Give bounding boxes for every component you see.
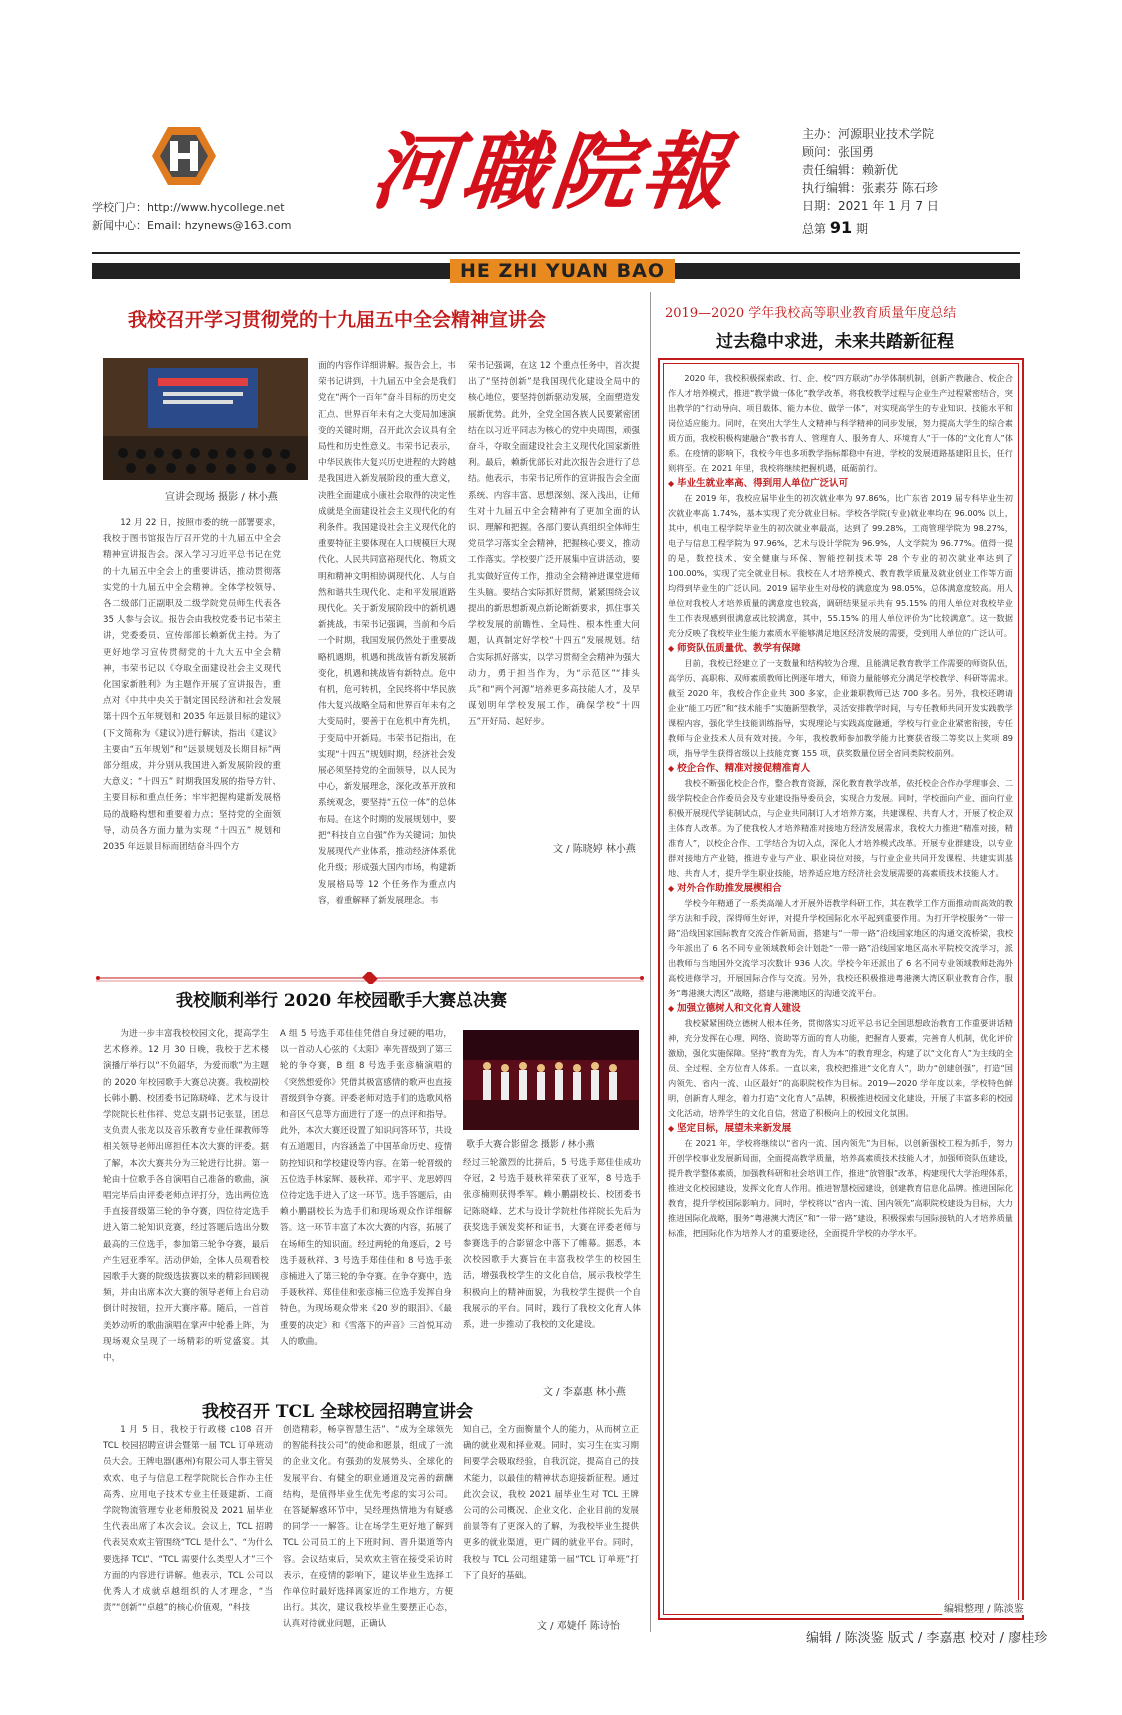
info-line: 责任编辑：赖新优 [802, 163, 899, 177]
article3-col2: 创造精彩，畅享智慧生活”、“成为全球领先的智能科技公司”的使命和愿景，组成了一流的企业文化。有强劲的发展势头、全球化的发展平台、有健全的职业通道及完善的薪酬结构，是值得毕业生优先考虑的实习公司。在答疑解惑环节中，吴经理热情地为有疑惑的同学一一解答。让在场学生更好地了解到 TCL 公司员工的上下班时间、晋升渠道等内容。会议结束后，吴欢欢主管在接受采访时表示，在疫情的影响下，建议毕业生选择工作单位时最好选择离家近的工作地方，方便出行。其次，建议我校毕业生要摆正心态，认真对待就业问题，正确认 [283, 1425, 453, 1630]
article2-caption: 歌手大赛合影留念 摄影 / 林小燕 [466, 1140, 595, 1150]
article3-col1: 1 月 5 日，我校于行政楼 c108 召开 TCL 校园招聘宣讲会暨第一届 TCL 订单班动员大会。王牌电器(惠州)有限公司人事主管吴欢欢、电子与信息工程学院院长合作办主任高秀、应用电子技术专业主任聂建新、工商学院物流管理专业老师殷锐及 2021 届毕业生代表出席了本次会议。会议上，TCL 招聘代表吴欢欢主管围绕“TCL 是什么”、“为什么要选择 TCL”、“TCL 需要什么类型人才”三个方面的内容进行讲解。他表示，TCL 公司以优秀人才成就卓越组织的人才理念，“当责”“创新”“卓越”的核心价值观，“科技 [103, 1425, 273, 1614]
pinyin-title: HE ZHI YUAN BAO [450, 259, 675, 283]
article1-photo [103, 358, 308, 480]
issue-number: 总第 91 期 [802, 218, 868, 237]
school-logo [152, 127, 216, 185]
ornament-divider [96, 969, 644, 981]
article1-byline: 文 / 陈晓婷 林小燕 [553, 844, 636, 855]
section-heading: ◆ 师资队伍质量优、教学有保障 [668, 641, 1013, 656]
masthead-divider-top [92, 252, 1020, 254]
pinyin-bar [92, 260, 1020, 282]
info-line: 顾问：张国勇 [802, 145, 875, 159]
article3-byline: 文 / 邓婕仟 陈诗怡 [537, 1621, 620, 1632]
section-heading: ◆ 对外合作助推发展楔相合 [668, 881, 1013, 896]
article2-col1: 为进一步丰富我校校园文化，提高学生艺术修养。12 月 30 日晚，我校于艺术楼演播厅举行以“不负韶华，为爱而歌”为主题的 2020 年校园歌手大赛总决赛。我校副校长韩小鹏、校团委书记陈晓峰、艺术与设计学院院长杜伟祥、党总支副书记张显，团总支负责人张龙以及音乐教育专业任课教师等相关领导老师出席担任本次大赛的评委。据了解，本次大赛共分为三轮进行比拼。第一轮由十位歌手各自演唱自己准备的歌曲，演唱完毕后由评委老师点评打分，选出两位选手直接晋级第三轮的争夺赛，四位待定选手进入第二轮知识竞赛，经过答题后选出分数最高的三位选手，参加第三轮争夺赛，最后产生冠亚季军。活动伊始，全体人员观看校园歌手大赛的院级选拔赛以来的精彩回顾视频，并由出席本次大赛的领导老师上台启动倒计时按钮，拉开大赛序幕。随后，一首首美妙动听的歌曲演唱在掌声中轮番上阵，为现场观众呈现了一场精彩的听觉盛宴。其中， [103, 1029, 269, 1364]
article3-title: 我校召开 TCL 全球校园招聘宣讲会 [202, 1402, 473, 1422]
section-heading: ◆ 校企合作、精准对接促精准育人 [668, 761, 1013, 776]
article4-body [668, 371, 1013, 1596]
section-body: 目前，我校已经建立了一支数量和结构较为合理、且能满足教育教学工作需要的师资队伍，高学历、高职称、双师素质教师比例逐年增大，师资力量能够充分满足学校教学、科研等需求。截至 2020 年，我校合作企业共 300 多家，企业兼职教师已达 700 多名。另外，我校还聘请企业“能工巧匠”和“技术能手”实施新型教学，灵活安排教学时间，与专任教师共同开发实践教学课程内容，强化学生技能训练指导，实现理论与实践高度融通，学校与行业企业紧密衔接，专任教师与企业技术人员有效对接。今年，我校教师参加教学能力比赛获省级二等奖以上奖项 89 项，指导学生获得省级以上技能竞赛 155 项，获奖数量位居全省同类院校前列。 [668, 658, 1013, 758]
article1-col2: 面的内容作详细讲解。报告会上，韦荣书记讲到，十九届五中全会是我们党在“两个一百年”奋斗目标的历史交汇点、世界百年未有之大变局加速演变的关键时期，召开此次会议具有全局性和历史性意义。韦荣书记表示，中华民族伟大复兴历史进程的大跨越是我国进入新发展阶段的重大意义，决胜全面建成小康社会取得的决定性成就是全面建设社会主义现代化的有利条件。我国建设社会主义现代化的重要特征主要体现在人口规模巨大现代化、人民共同富裕现代化、物质文明和精神文明相协调现代化、人与自然和谐共生现代化、走和平发展道路现代化。关于新发展阶段中的新机遇新挑战，韦荣书记强调，当前和今后一个时期，我国发展仍然处于重要战略机遇期，机遇和挑战皆有新发展新变化，机遇和挑战皆有新特点。危中有机，危可转机，全民终将中华民族伟大复兴战略全局和世界百年未有之大变局时，要善于在危机中育先机，于变局中开新局。韦荣书记指出，在实现“十四五”规划时期，经济社会发展必须坚持党的全面领导，以人民为中心，新发展理念，深化改革开放和系统观念，要坚持“五位一体”的总体布局。在这个时期的发展规划中，要把“科技自立自强”作为关键词；加快发展现代产业体系，推动经济体系优化升级；形成强大国内市场，构建新发展格局等 12 个任务作为重点内容，着重解释了新发展理念。韦 [318, 361, 456, 906]
article1-col3: 荣书记强调，在这 12 个重点任务中，首次提出了“坚持创新”是我国现代化建设全局中的核心地位，要坚持创新驱动发展，全面塑造发展新优势。此外，全党全国各族人民要紧密团结在以习近平同志为核心的党中央周围，顽强奋斗，夺取全面建设社会主义现代化国家新胜利。最后，赖新优部长对此次报告会进行了总结。他表示，韦荣书记所作的宣讲报告会全面系统、内容丰富、思想深刻、深入浅出，让师生对十九届五中全会精神有了更加全面的认识、理解和把握。各部门要认真组织全体师生党员学习落实全会精神，把握核心要义，推动工作落实。学校要广泛开展集中宣讲活动，要扎实做好宣传工作，推动全会精神进课堂进师生头脑。要结合实际抓好贯彻，紧紧围绕会议提出的新思想新观点新论断新要求，抓住事关学校发展的前瞻性、全局性、根本性重大问题，认真制定好学校“十四五”发展规划。结合实际抓好落实，以学习贯彻全会精神为强大动力，勇于担当作为，为“示范区”“排头兵”和“两个河源”培养更多高技能人才，及早谋划明年学校发展工作，确保学校“十四五”开好局、起好步。 [468, 361, 640, 728]
masthead-info [802, 125, 939, 238]
article2-col2: A 组 5 号选手邓佳佳凭借自身过硬的唱功，以一首动人心弦的《太阳》率先晋级到了第三轮的争夺赛，B 组 8 号选手张彦楠演唱的《突然想爱你》凭借其极富感情的歌声也直接晋级到争夺赛。评委老师对选手们的选歌风格和音区气息等方面进行了逐一的点评和指导。此外，本次大赛还设置了知识问答环节，共设有五道题目，内容涵盖了中国革命历史、疫情防控知识和学校建设等内容。在第一轮晋级的五位选手林家辉、聂秋祥、邓宇平、龙思婷四位待定选手进入了这一环节。选手答题后，由赖小鹏副校长为选手们和现场观众作详细解答。这一环节丰富了本次大赛的内容，拓展了在场师生的知识面。经过两轮的角逐后，2 号选手聂秋祥、3 号选手郑佳佳和 8 号选手张彦楠进入了第三轮的争夺赛。在争夺赛中，选手聂秋祥、郑佳佳和张彦楠三位选手发挥自身特色，为现场观众带来《20 岁的眼泪》、《最重要的决定》和《雪落下的声音》三首悦耳动人的歌曲。 [280, 1029, 452, 1347]
section-heading: ◆ 坚定目标，展望未来新发展 [668, 1121, 1013, 1136]
section-body: 学校今年精通了一系类高端人才开展外语教学科研工作，其在教学工作方面推动而高效的教学方法和手段，深得师生好评，对提升学校国际化水平起到重要作用。为打开学校服务“一带一路”沿线国家国际教育交流合作新局面，搭建与“一带一路”沿线国家地区的沟通交流桥梁，我校今年派出了 6 名不同专业领域教师会计划赴“一带一路”沿线国家地区高水平院校交流学习，派出教师与当地国外交流学习次数计 936 人次。学校今年还派出了 6 名不同专业领域教师赴海外高校进修学习，开展国际合作与交流。另外，我校还积极推进粤港澳大湾区职业教育合作，服务“粤港澳大湾区”战略，搭建与港澳地区的沟通交流平台。 [668, 898, 1013, 998]
article3-col3: 知自己，全方面衡量个人的能力，从而树立正确的就业观和择业观。同时，实习生在实习期间要学会吸取经验，自我沉淀，提高自己的技术能力，以最佳的精神状态迎接新征程。通过此次会议，我校 2021 届毕业生对 TCL 王牌公司的公司概况、企业文化、企业目前的发展前景等有了更深入的了解，为我校毕业生提供更多的就业渠道，更广阔的就业平台。同时，我校与 TCL 公司组建第一届“TCL 订单班”打下了良好的基础。 [463, 1425, 639, 1581]
info-line: 日期：2021 年 1 月 7 日 [802, 199, 939, 213]
section-body: 在 2021 年，学校将继续以“省内一流、国内领先”为目标，以创新强校工程为抓手，努力开创学校事业发展新局面，全面提高教学质量，培养高素质技术技能人才，加强师资队伍建设，提升教学整体素质，加强教科研和社会培训工作，推进“放管服”改革，构建现代大学治理体系，推进文化校园建设，发挥文化育人作用。推进智慧校园建设，创建教育信息化品牌。推进国际化教育，提升学校国际影响力。同时，学校将以“省内一流、国内领先”高职院校建设为目标，大力推进国际化战略，服务“粤港澳大湾区”和“一带一路”建设，积极探索与国际接轨的人才培养质量标准，把国际化作为培养人才的重要途径，全面提升学校的办学水平。 [668, 1138, 1013, 1238]
newspaper-title: 河職院報 [366, 122, 738, 221]
column-divider [650, 292, 651, 1632]
section-body: 在 2019 年，我校应届毕业生的初次就业率为 97.86%，比广东省 2019 届专科毕业生初次就业率高 1.74%，基本实现了充分就业目标。学校各学院(专业)就业率均在 96.00% 以上，其中，机电工程学院毕业生的初次就业率最高，达到了 99.28%，工商管理学院为 98.27%，电子与信息工程学院为 97.96%，艺术与设计学院为 96.9%，人文学院为 96.77%。值得一提的是，数控技术、安全健康与环保、智能控制技术等 28 个专业的初次就业率达到了 100.00%，实现了完全就业目标。我校在人才培养模式、教育教学质量及就业创业工作等方面均得到毕业生的广泛认同。2019 届毕业生对母校的满意度为 98.05%，总体满意度较高。用人单位对我校人才培养质量的满意度也较高，调研结果显示共有 95.15% 的用人单位对我校毕业生工作表现感到很满意或比较满意，其中，55.15% 的用人单位评价为“比较满意”。这一数据充分反映了我校毕业生能力素质水平能够满足地区经济发展的需要，受到用人单位的广泛认可。 [668, 493, 1013, 638]
article1-title: 我校召开学习贯彻党的十九届五中全会精神宣讲会 [128, 309, 547, 331]
article2-title: 我校顺利举行 2020 年校园歌手大赛总决赛 [176, 991, 508, 1011]
article1-col1: 12 月 22 日，按照市委的统一部署要求，我校于图书馆报告厅召开党的十九届五中全会精神宣讲报告会。深入学习习近平总书记在党的十九届五中全会上的重要讲话，推动贯彻落实党的十九届五中全会精神。全体学校领导、各二级部门正副职及二级学院党员师生代表各 35 人参与会议。报告会由我校党委书记韦荣主讲，党委委员、宣传部部长赖新优主持。为了更好地学习宣传贯彻党的十九大五中全会精神，韦荣书记以《夺取全面建设社会主义现代化国家新胜利》为主题作开展了宣讲报告，重点对《中共中央关于制定国民经济和社会发展第十四个五年规划和 2035 年远景目标的建议》(下文简称为《建议》)进行解读，指出《建议》主要由“五年规划”和“远景规划及长期目标”两部分组成，并分别从我国进入新发展阶段的重大意义；“十四五” 时期我国发展的指导方针、主要目标和重点任务；牢牢把握构建新发展格局的战略构想和重要着力点；坚持党的全面领导，动员各方面力量为实现 “十四五” 规划和 2035 年远景目标而团结奋斗四个方 [103, 518, 281, 853]
article4-kicker: 2019—2020 学年我校高等职业教育质量年度总结 [665, 306, 957, 321]
info-line: 主办：河源职业技术学院 [802, 127, 935, 141]
info-line: 执行编辑：张素芬 陈石珍 [802, 181, 938, 195]
section-heading: ◆ 加强立德树人和文化育人建设 [668, 1001, 1013, 1016]
article2-photo [463, 1030, 639, 1130]
article4-intro: 2020 年，我校积极探索政、行、企、校“四方联动”办学体制机制，创新产教融合、校企合作人才培养模式，推进“教学做一体化”教学改革，将我校教学过程与企业生产过程紧密结合，突出教学的“行动导向、项目载体、能力本位、做学一体”，对实现高学生的专业知识、技能水平和岗位适应能力。同时，在突出大学生人文精神与科学精神的同步发展，努力提高大学生的综合素质方面，我校积极构建融合“教书育人、管理育人、服务育人、环境育人”于一体的“文化育人”体系。在疫情的影响下，我校今年也多项教学指标都稳中有进，学校的发展道路基建阳且长，任行则将至。在 2021 年里，我校将继续把握机遇，砥砺前行。 [668, 373, 1013, 473]
portal-link[interactable]: 学校门户：http://www.hycollege.net [92, 201, 285, 214]
news-email[interactable]: 新闻中心：Email: hzynews@163.com [92, 219, 292, 232]
section-heading: ◆ 毕业生就业率高、得到用人单位广泛认可 [668, 476, 1013, 491]
section-body: 我校紧紧围绕立德树人根本任务，贯彻落实习近平总书记全国思想政治教育工作重要讲话精神，充分发挥在心理、网络、资助等方面的育人功能，把握育人要素，完善育人机制，优化评价激励，强化实施保障。坚持“教育为先，育人为本”的教育理念，构建了以“文化育人”为主线的全员、全过程、全方位育人体系。一直以来，我校把推进“文化育人”，助力“创建创强”，打造“国内领先、省内一流、山区最好”的高职院校作为目标。2019—2020 学年度以来，学校特色鲜明，创新育人理念，着力打造“文化育人”品牌，积极推进校园文化建设，开展了丰富多彩的校园文化活动，培养学生的文化自信，营造了积极向上的校园文化氛围。 [668, 1018, 1013, 1118]
article1-caption: 宣讲会现场 摄影 / 林小燕 [165, 492, 278, 503]
article4-byline: 编辑整理 / 陈淡鉴 [942, 1600, 1026, 1615]
page-footer: 编辑 / 陈淡鉴 版式 / 李嘉惠 校对 / 廖桂珍 [806, 1631, 1048, 1646]
article2-byline: 文 / 李嘉惠 林小燕 [543, 1387, 626, 1398]
section-body: 我校不断强化校企合作，整合教育资源，深化教育教学改革，依托校企合作办学理事会、二级学院校企合作委员会及专业建设指导委员会，实现合力发展。同时，学校面向产业、面向行业积极开展现代学徒制试点，与企业共同制订人才培养方案，共建课程、共育人才，开展了校企双主体育人改革。为了使我校人才培养精准对接地方经济发展需求，我校大力推进“精准对接，精准育人”，以校企合作、工学结合为切入点，深化人才培养模式改革。开展专业群建设，以专业群对接地方产业链，推进专业与产业、职业岗位对接，与行业企业共同开发课程、共建实训基地、共育人才，提升学生职业技能，培养适应地方经济社会发展需要的高素质技术技能人才。 [668, 778, 1013, 878]
article4-title: 过去稳中求进，未来共踏新征程 [716, 332, 954, 352]
article2-col3: 经过三轮激烈的比拼后，5 号选手郑佳佳成功夺冠，2 号选手聂秋祥荣获了亚军，8 号选手张彦楠则获得季军。赖小鹏副校长、校团委书记陈晓峰、艺术与设计学院杜伟祥院长先后为获奖选手颁发奖杯和证书，大赛在评委老师与参赛选手的合影留念中落下了帷幕。据悉，本次校园歌手大赛旨在丰富我校学生的校园生活，增强我校学生的文化自信，展示我校学生积极向上的精神面貌，为我校学生提供一个自我展示的平台。同时，践行了我校文化育人体系，进一步推动了我校的文化建设。 [463, 1158, 641, 1331]
